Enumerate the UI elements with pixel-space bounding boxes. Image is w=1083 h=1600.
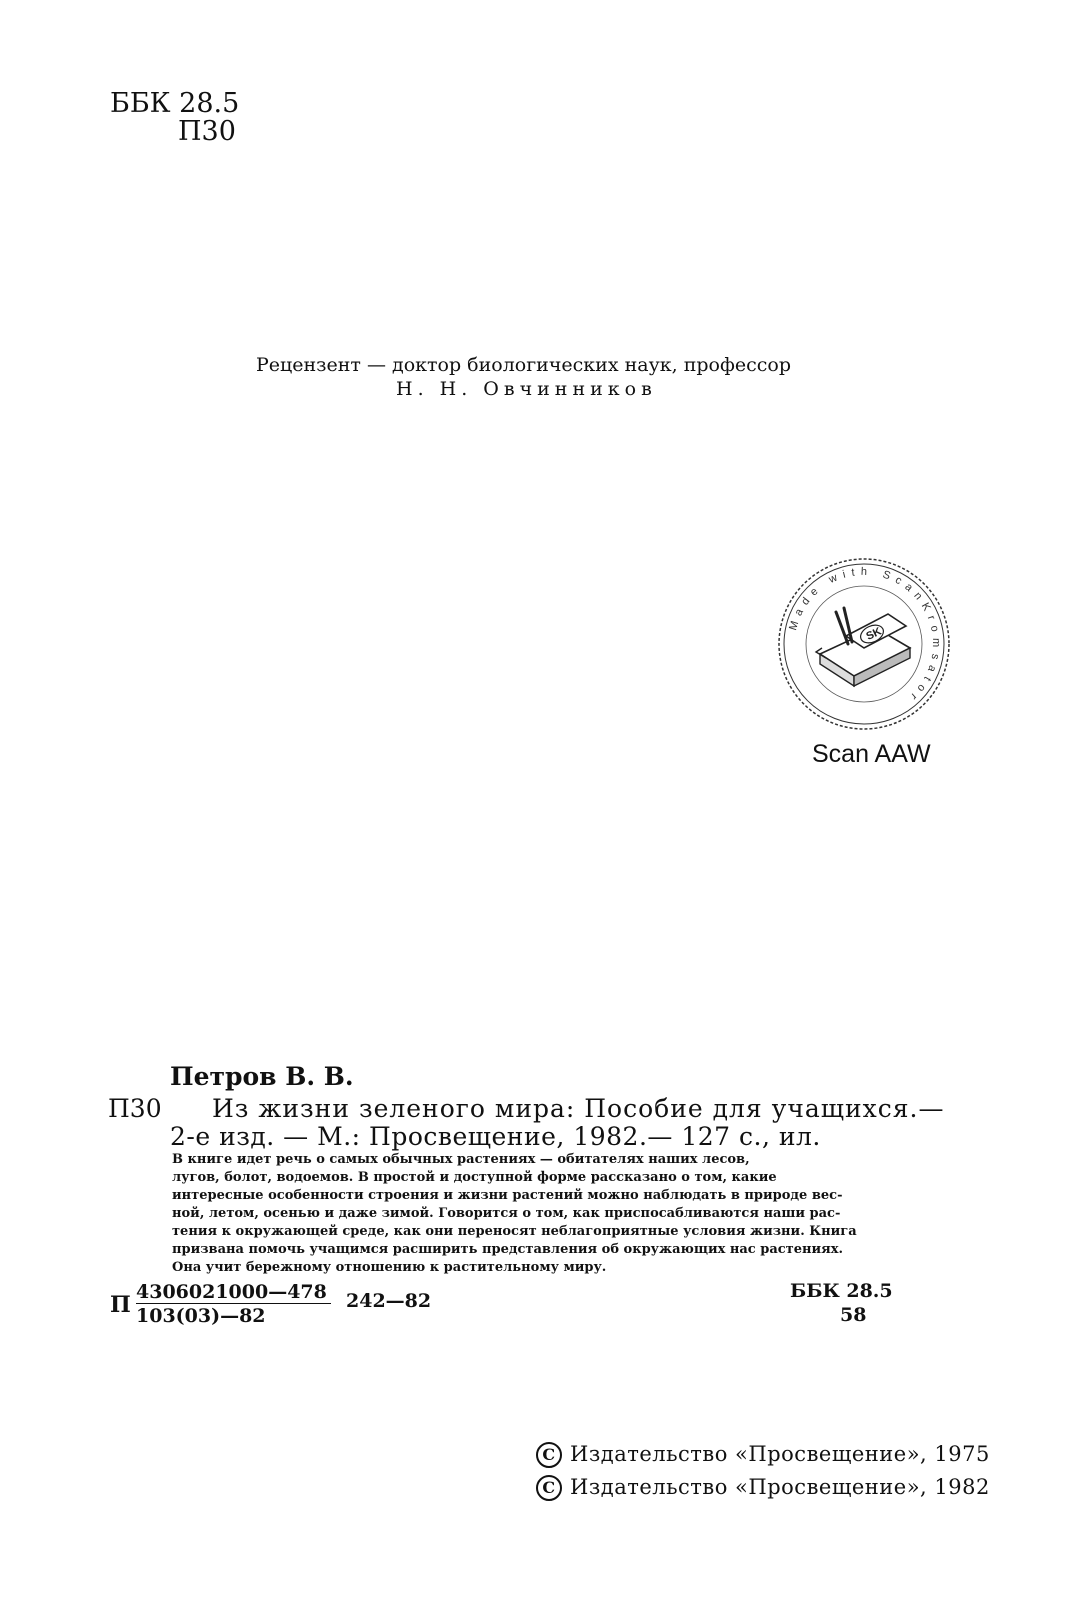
copyright-line (536, 1442, 990, 1468)
scankromsator-stamp-icon (776, 556, 952, 732)
bbk-sub-code: 58 (840, 1304, 867, 1326)
scan-credit: Scan AAW (812, 740, 931, 768)
bbk-code-bottom: ББК 28.5 (790, 1280, 893, 1302)
copyright-icon: C (536, 1475, 562, 1501)
catalog-numerator: 4306021000—478 (136, 1281, 331, 1304)
annotation-line: тения к окружающей среде, как они переносят неблагоприятные условия жизни. Книга (172, 1224, 857, 1239)
catalog-suffix: 242—82 (346, 1290, 432, 1312)
catalog-code: П30 (108, 1094, 162, 1123)
book-title: Из жизни зеленого мира: Пособие для учащихся.— (212, 1094, 945, 1123)
book-author: Петров В. В. (170, 1062, 354, 1091)
copyright-icon: C (536, 1442, 562, 1468)
annotation-line: В книге идет речь о самых обычных растениях — обитателях наших лесов, (172, 1152, 750, 1167)
edition-info: 2-е изд. — М.: Просвещение, 1982.— 127 с., ил. (170, 1122, 821, 1151)
copyright-text: Издательство «Просвещение», 1975 (570, 1442, 990, 1466)
catalog-denominator: 103(03)—82 (136, 1305, 266, 1327)
book-annotation (172, 1151, 947, 1277)
reviewer-name: Н. Н. Овчинников (396, 378, 657, 400)
stamp-logo-text: SK (864, 625, 884, 643)
annotation-line: лугов, болот, водоемов. В простой и доступной форме рассказано о том, какие (172, 1170, 777, 1185)
annotation-line: Она учит бережному отношению к растительному миру. (172, 1260, 607, 1275)
annotation-line: ной, летом, осенью и даже зимой. Говорится о том, как приспосабливаются наши рас- (172, 1206, 841, 1221)
annotation-line: интересные особенности строения и жизни растений можно наблюдать в природе вес- (172, 1188, 843, 1203)
copyright-line (536, 1475, 990, 1501)
annotation-line: призвана помочь учащимся расширить представления об окружающих нас растениях. (172, 1242, 844, 1257)
author-mark: П30 (178, 116, 236, 147)
stamp-ring-text: Made with ScanKromsator (787, 565, 943, 707)
catalog-prefix: П (110, 1292, 131, 1318)
copyright-text: Издательство «Просвещение», 1982 (570, 1475, 990, 1499)
bbk-code: ББК 28.5 (110, 88, 240, 119)
reviewer-line: Рецензент — доктор биологических наук, профессор (256, 354, 791, 376)
